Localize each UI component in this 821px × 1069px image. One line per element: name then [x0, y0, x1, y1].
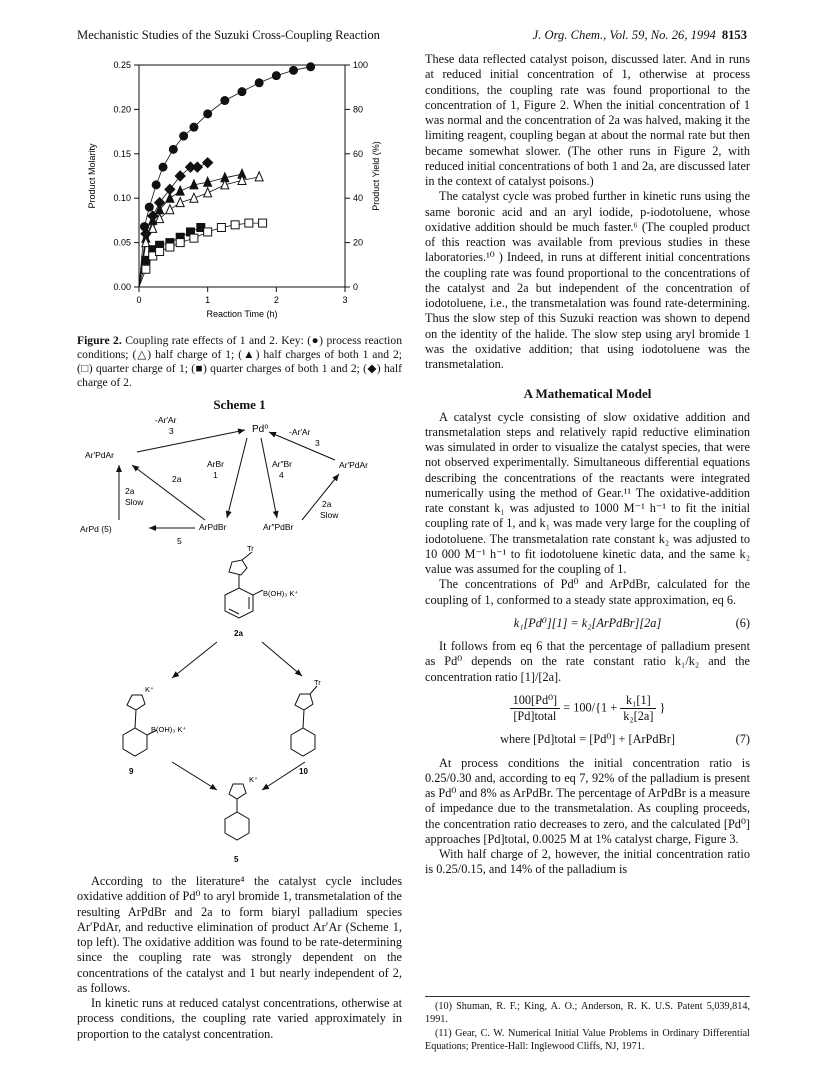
label-5: 5	[234, 855, 239, 864]
y-tick-label: 0.00	[113, 282, 131, 292]
y2-tick-label: 0	[353, 282, 359, 292]
scheme-1	[77, 410, 402, 870]
arbr-num: 1	[213, 470, 218, 480]
data-point	[176, 239, 184, 247]
right-paragraph-4: The concentrations of Pd⁰ and ArPdBr, calculated for the coupling of 1, conformed to a steady state approximation, eq 6.	[425, 577, 750, 607]
structure-10	[291, 686, 317, 756]
left-column-text	[77, 874, 402, 1042]
slow-right: Slow	[320, 510, 339, 520]
eq7-mid: = 100/{1 +	[563, 700, 618, 715]
data-point	[272, 72, 280, 80]
data-point	[176, 186, 184, 195]
eq7-close: }	[659, 700, 666, 715]
right-paragraph-6: At process conditions the initial concentration ratio is 0.25/0.30 and, according to eq 7, 92% of the palladium is present as Pd⁰ and 8% as ArPdBr. The percentage of ArPdBr is a measure of impedance due to the transmetalation. As coupling proceeds, the concentration ratio decreases to zero, and the calculated [Pd⁰] approaches [Pd]total, 0.0025 M at 1% catalyst charge, Figure 3.	[425, 755, 750, 846]
ar2pdbr-label: Ar″PdBr	[263, 522, 294, 532]
ar2br-label: Ar″Br	[272, 459, 293, 469]
data-point	[221, 97, 229, 105]
y2-tick-label: 100	[353, 60, 369, 70]
data-point	[169, 145, 177, 153]
data-point	[166, 193, 174, 202]
ar2br-num: 4	[279, 470, 284, 480]
y-tick-label: 0.10	[113, 193, 131, 204]
structure-5	[225, 784, 249, 840]
x-tick-label: 3	[342, 295, 348, 305]
data-point	[204, 228, 212, 236]
y-tick-label: 0.05	[113, 237, 131, 248]
data-point	[217, 224, 225, 232]
data-point	[190, 234, 198, 242]
arpdar-right: Ar′PdAr	[339, 460, 368, 470]
caption-label: Figure 2.	[77, 334, 122, 347]
x-tick-label: 1	[205, 295, 211, 305]
data-point	[176, 198, 184, 207]
x-tick-label: 0	[136, 295, 142, 305]
label-2a: 2a	[234, 629, 243, 638]
y2-tick-label: 80	[353, 104, 364, 115]
equation-6-body: k₁[Pd⁰][1] = k₂[ArPdBr][2a]	[513, 615, 662, 630]
caption-text: Coupling rate effects of 1 and 2. Key: (●) process reaction conditions; (△) half charge of 1; (▲) half charges of both 1 and 2; (□) quarter charge of 1; (■) quarter charges of both 1 and 2; (◆) half charge of 2.	[77, 334, 402, 389]
boh3-9: B(OH)₃ K⁺	[151, 725, 187, 734]
figure-2-chart	[77, 55, 407, 325]
right-paragraph-2: The catalyst cycle was probed further in kinetic runs using the same boronic acid and an aryl iodide, p-iodotoluene, whose oxidative addition should be much faster.⁶ (The coupled product of this reaction was available from previous studies in these laboratories.¹⁰ ) Indeed, in runs at different initial concentrations the coupling rate was found proportional to the concentrations of the catalyst and 2a but independent of the concentration of iodotoluene, i.e., the transmetalation was found rate-determining. Thus the slow step of this Suzuki reaction was shown to depend on the identity of the halide. The slow step using aryl bromide 1 was the oxidative addition; that using iodotoluene was the transmetalation.	[425, 189, 750, 371]
chart-svg	[77, 55, 407, 325]
data-point	[166, 205, 174, 214]
arrow-2a-to-9	[172, 642, 217, 678]
right-paragraph-5: It follows from eq 6 that the percentage of palladium present as Pd⁰ depends on the rate constant ratio k₁/k₂ and the concentration ratio [1]/[2a].	[425, 639, 750, 684]
arrow-pd0-to-arpdbr	[227, 438, 247, 518]
page-header	[77, 28, 747, 46]
equation-6-number: (6)	[735, 615, 750, 630]
two-a-slow-left: 2a	[125, 486, 135, 496]
right-paragraph-1: These data reflected catalyst poison, discussed later. And in runs at reduced initial concentration of 1, otherwise at process conditions, the coupling rate was found proportional to the concentration of 1, Figure 2. When the initial concentration of 1 was normal and the concentration of 2a was halved, making it the limiting reagent, coupling began at about the normal rate but then became somewhat slower. (The other runs in Figure 2, with reduced initial concentrations of both 1 and 2a, are discussed later in the context of catalyst poisons.)	[425, 52, 750, 188]
minus-arar-num: 3	[169, 426, 174, 436]
two-a-right: 2a	[322, 499, 332, 509]
right-paragraph-7: With half charge of 2, however, the initial concentration ratio is 0.25/0.15, and 14% of the palladium is	[425, 847, 750, 877]
data-point	[152, 181, 160, 189]
arrow-10-to-5	[262, 762, 305, 790]
data-point	[204, 188, 212, 197]
k-plus-9: K⁺	[145, 685, 154, 694]
scheme-title: Scheme 1	[213, 397, 266, 412]
data-point	[156, 247, 164, 255]
right-column	[425, 52, 750, 878]
data-point	[238, 88, 246, 96]
arrow-arpdbr-to-arpdar	[132, 465, 205, 520]
data-point	[192, 162, 202, 172]
label-9: 9	[129, 767, 134, 776]
slow-left: Slow	[125, 497, 144, 507]
data-point	[255, 79, 263, 87]
y2-tick-label: 40	[353, 193, 364, 204]
five-label: 5	[177, 536, 182, 546]
data-point	[203, 158, 213, 168]
data-point	[255, 172, 263, 181]
y2-axis-label: Product Yield (%)	[371, 141, 381, 211]
data-point	[259, 219, 267, 227]
left-paragraph-1: According to the literature⁴ the catalyst cycle includes oxidative addition of Pd⁰ to aryl bromide 1, transmetalation of the resulting ArPdBr and 2a to form biaryl palladium species Ar′PdAr, and reductive elimination of product Ar′Ar (Scheme 1, top left). The oxidative addition was found to be rate-determining since the coupling rate was strongly dependent on the concentrations of the catalyst and 1 but nearly independent of 2, as follows.	[77, 874, 402, 995]
boh3-2a: B(OH)₃ K⁺	[263, 589, 299, 598]
data-point	[159, 163, 167, 171]
y-axis-label: Product Molarity	[87, 143, 97, 209]
arpdar-left: Ar′PdAr	[85, 450, 114, 460]
y-tick-label: 0.15	[113, 148, 131, 159]
data-point	[166, 243, 174, 251]
structure-2a	[225, 552, 263, 618]
journal-citation: J. Org. Chem., Vol. 59, No. 26, 1994 8153	[532, 28, 747, 42]
tr-10: Tr	[314, 678, 321, 687]
minus-arar-label: -Ar′Ar	[155, 415, 177, 425]
equation-7	[425, 693, 750, 725]
x-axis-label: Reaction Time (h)	[206, 309, 278, 319]
minus-arar2-label: -Ar′Ar	[289, 427, 311, 437]
data-point	[245, 219, 253, 227]
label-10: 10	[299, 767, 308, 776]
arrow-9-to-5	[172, 762, 217, 790]
y-tick-label: 0.25	[113, 60, 131, 70]
data-point	[180, 132, 188, 140]
two-a-left: 2a	[172, 474, 182, 484]
y2-tick-label: 60	[353, 148, 364, 159]
data-point	[290, 66, 298, 74]
arrow-2a-to-10	[262, 642, 302, 676]
pd0-label: Pd⁰	[252, 424, 269, 435]
right-paragraph-3: A catalyst cycle consisting of slow oxidative addition and transmetalation steps and relatively rapid reductive elimination was simulated in order to visualize the catalyst species, that were not observed experimentally. Simultaneous differential equations describing the concentrations of the reactants were integrated numerically using the method of Gear.¹¹ The oxidative-addition rate constant k₁ was adjusted to 1000 M⁻¹ h⁻¹ to fit the initial coupling rate of 1, and k₁ was made very large for the coupling of iodotoluene. The transmetalation rate constant k₂ was adjusted to 10 000 M⁻¹ h⁻¹ to fit iodotoluene kinetic data, and the same k₂ value was assumed for the coupling of 1.	[425, 409, 750, 576]
footnote-11: (11) Gear, C. W. Numerical Initial Value Problems in Ordinary Differential Equations; Prentice-Hall: Inglewood Cliffs, NJ, 1971.	[425, 1028, 750, 1052]
y2-tick-label: 20	[353, 237, 364, 248]
arpd5-label: ArPd (5)	[80, 524, 112, 534]
minus-arar2-num: 3	[315, 438, 320, 448]
equation-7-number: (7)	[735, 732, 750, 747]
page-number: 8153	[721, 28, 747, 42]
equation-7-where: where [Pd]total = [Pd⁰] + [ArPdBr] (7)	[500, 732, 750, 747]
data-point	[190, 193, 198, 202]
data-point	[307, 63, 315, 71]
data-point	[204, 110, 212, 118]
arrow-arpdar-to-pd0	[137, 430, 245, 452]
eq7-lhs: $\frac{\text{100[Pd⁰]}}{\text{[Pd]total}}$	[510, 693, 561, 725]
data-point	[142, 265, 150, 273]
tr-2a: Tr	[247, 544, 254, 553]
data-point	[145, 203, 153, 211]
x-tick-label: 2	[273, 295, 279, 305]
arbr-label: ArBr	[207, 459, 224, 469]
section-heading: A Mathematical Model	[523, 386, 652, 402]
running-title: Mechanistic Studies of the Suzuki Cross-Coupling Reaction	[77, 28, 380, 42]
data-point	[231, 221, 239, 229]
figure-caption	[77, 334, 402, 390]
scheme-svg	[77, 410, 402, 870]
arrow-pd0-to-ar2pdbr	[261, 438, 277, 518]
left-paragraph-2: In kinetic runs at reduced catalyst concentrations, otherwise at process conditions, the coupling rate varied approximately in proportion to the catalyst concentration.	[77, 996, 402, 1041]
footnotes	[425, 996, 750, 1055]
data-point	[190, 123, 198, 131]
equation-6	[425, 616, 750, 631]
y-tick-label: 0.20	[113, 104, 131, 115]
footnote-10: (10) Shuman, R. F.; King, A. O.; Anderson, R. K. U.S. Patent 5,039,814, 1991.	[425, 1001, 750, 1025]
arpdbr-label: ArPdBr	[199, 522, 227, 532]
k-plus-5: K⁺	[249, 775, 258, 784]
eq7-rhs: $\frac{\text{k₁[1]}}{\text{k₂[2a]}}$	[620, 693, 656, 725]
